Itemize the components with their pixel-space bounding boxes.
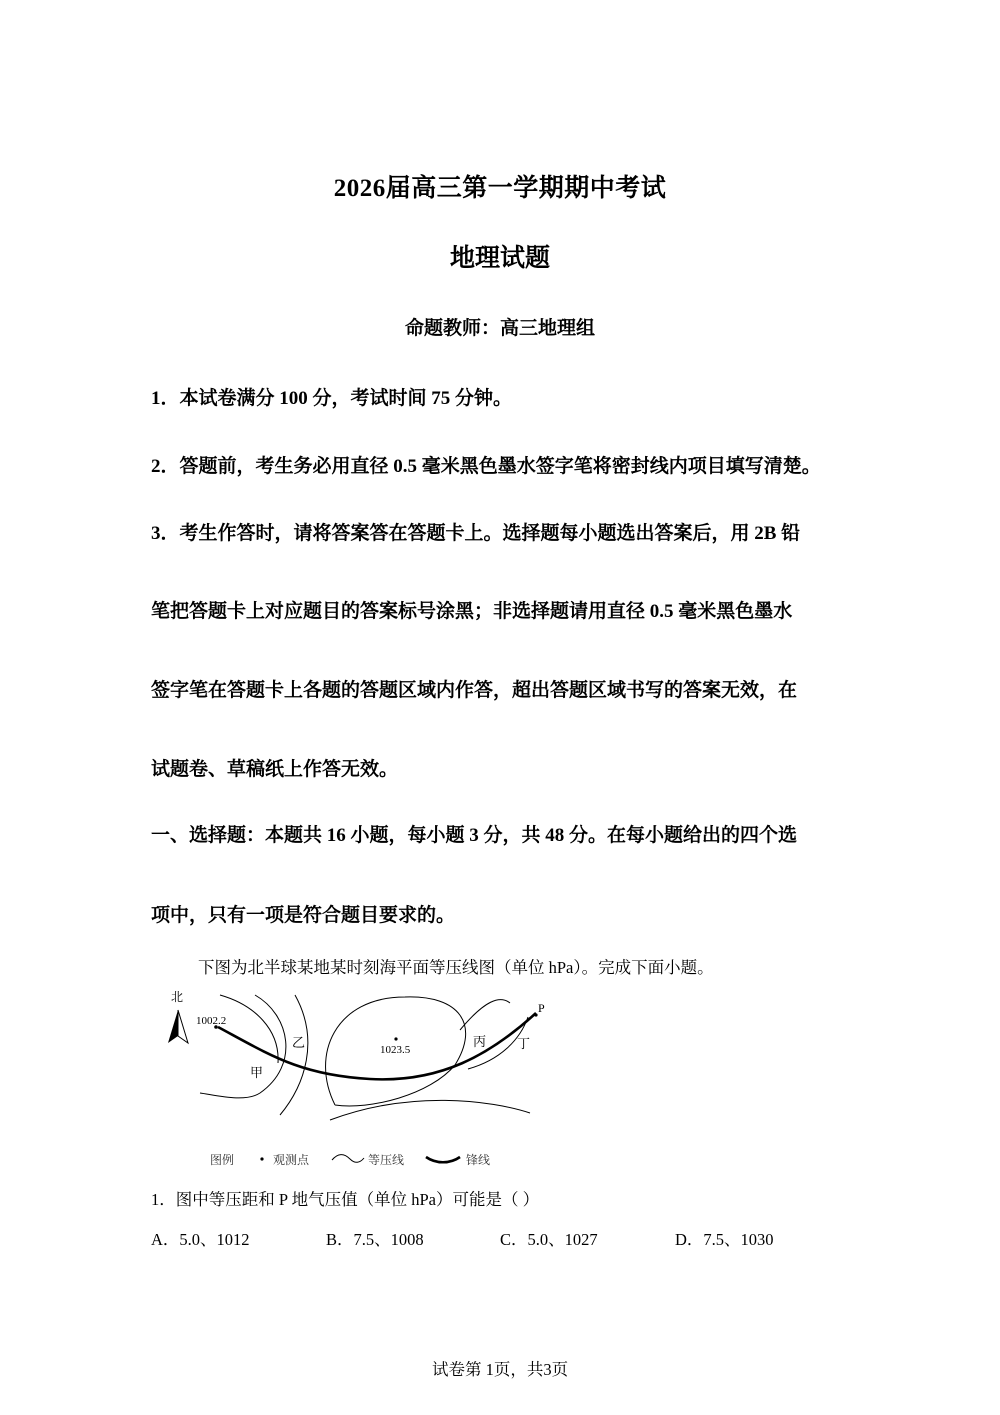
figure-legend — [210, 1152, 490, 1167]
observation-point — [394, 1037, 397, 1040]
isobar-map-figure — [160, 985, 560, 1170]
option-b: B．7.5、1008 — [326, 1230, 424, 1249]
legend-isobar-icon — [332, 1155, 364, 1163]
legend-isobar-label: 等压线 — [368, 1153, 405, 1167]
label-ding: 丁 — [517, 1036, 531, 1051]
question-stem: 1．图中等压距和 P 地气压值（单位 hPa）可能是（ ） — [151, 1190, 540, 1209]
legend-point-label: 观测点 — [273, 1153, 310, 1167]
legend-front-label: 锋线 — [466, 1153, 491, 1167]
instruction-3-line-2: 笔把答题卡上对应题目的答案标号涂黑；非选择题请用直径 0.5 毫米黑色墨水 — [151, 601, 793, 622]
label-bing: 丙 — [473, 1034, 487, 1049]
option-a: A．5.0、1012 — [151, 1230, 250, 1249]
instruction-1: 1．本试卷满分 100 分，考试时间 75 分钟。 — [151, 388, 513, 409]
label-jia: 甲 — [250, 1065, 264, 1080]
instruction-2: 2．答题前，考生务必用直径 0.5 毫米黑色墨水签字笔将密封线内项目填写清楚。 — [151, 456, 821, 477]
isobar — [330, 1100, 530, 1120]
figure-intro: 下图为北半球某地某时刻海平面等压线图（单位 hPa）。完成下面小题。 — [198, 958, 714, 977]
isobar — [460, 1000, 510, 1030]
isobar — [280, 995, 308, 1115]
instruction-3-line-1: 3．考生作答时，请将答案答在答题卡上。选择题每小题选出答案后，用 2B 铅 — [151, 523, 801, 544]
isobars — [200, 995, 530, 1120]
instruction-3-line-4: 试题卷、草稿纸上作答无效。 — [151, 759, 399, 780]
north-arrow-icon — [168, 1010, 188, 1043]
teacher-line: 命题教师：高三地理组 — [404, 318, 595, 339]
north-label: 北 — [171, 990, 184, 1004]
legend-point-icon — [260, 1157, 263, 1160]
label-yi: 乙 — [292, 1035, 306, 1050]
section-heading-line-2: 项中，只有一项是符合题目要求的。 — [151, 905, 456, 926]
option-d: D．7.5、1030 — [675, 1230, 774, 1249]
section-heading-line-1: 一、选择题：本题共 16 小题，每小题 3 分，共 48 分。在每小题给出的四个选 — [151, 825, 798, 846]
instruction-3-line-3: 签字笔在答题卡上各题的答题区域内作答，超出答题区域书写的答案无效，在 — [151, 680, 798, 701]
pressure-value-left: 1002.2 — [196, 1015, 227, 1027]
legend-title: 图例 — [210, 1153, 235, 1167]
subject-title: 地理试题 — [449, 245, 550, 272]
option-c: C．5.0、1027 — [500, 1230, 598, 1249]
label-p: P — [538, 1001, 545, 1015]
pressure-value-center: 1023.5 — [380, 1044, 411, 1056]
legend-front-icon — [426, 1157, 460, 1162]
exam-title: 2026届高三第一学期期中考试 — [333, 175, 667, 202]
page-footer: 试卷第 1页，共3页 — [431, 1360, 569, 1379]
isobar — [200, 995, 286, 1098]
